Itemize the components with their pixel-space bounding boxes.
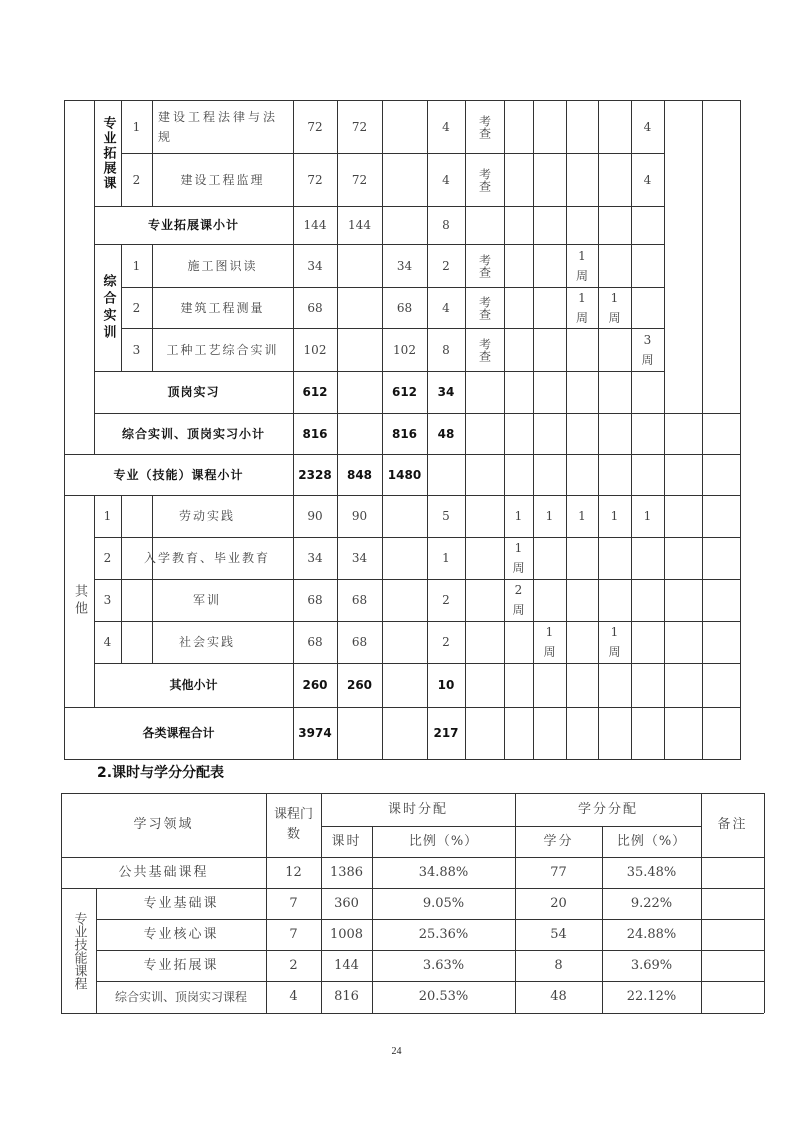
credits: 8 xyxy=(442,342,450,357)
row-number: 2 xyxy=(132,300,141,315)
theory-hours: 260 xyxy=(346,678,373,692)
section-title: 2.课时与学分分配表 xyxy=(97,765,225,781)
page-number: 24 xyxy=(391,1046,402,1057)
credits: 2 xyxy=(442,635,450,649)
row-number: 1 xyxy=(132,258,141,273)
practice-hours: 68 xyxy=(396,300,413,315)
total-hours: 260 xyxy=(302,678,328,692)
practice-hours: 34 xyxy=(396,258,413,273)
hours: 1008 xyxy=(329,926,364,942)
credits: 4 xyxy=(442,172,450,187)
group-label-qita: 其他 xyxy=(72,584,87,618)
theory-hours: 68 xyxy=(351,635,368,649)
semester-5: 4 xyxy=(643,119,652,134)
semester-1: 2 周 xyxy=(512,583,525,617)
practice-hours: 816 xyxy=(391,426,418,441)
area-label: 专业核心课 xyxy=(143,926,219,942)
row-number: 4 xyxy=(103,635,112,649)
row-number: 3 xyxy=(103,593,112,607)
credits: 4 xyxy=(442,119,450,134)
credits: 217 xyxy=(433,726,459,740)
group-label-skills: 专业技能课程 xyxy=(71,911,87,990)
credits: 2 xyxy=(442,593,450,607)
semester-2: 1 xyxy=(545,509,554,523)
area-label: 综合实训、顶岗实习课程 xyxy=(114,990,247,1004)
assessment: 考查 xyxy=(477,295,492,320)
internship-label: 顶岗实习 xyxy=(167,385,220,399)
semester-3: 1 周 xyxy=(575,290,588,325)
semester-2: 1 周 xyxy=(543,625,556,659)
semester-4: 1 xyxy=(610,509,619,523)
semester-5: 1 xyxy=(643,509,652,523)
assessment: 考查 xyxy=(477,114,492,139)
area-label: 专业拓展课 xyxy=(143,957,219,973)
theory-hours: 90 xyxy=(351,509,368,523)
course-name: 施工图识读 xyxy=(187,258,258,273)
credit: 48 xyxy=(550,989,567,1004)
hours: 144 xyxy=(334,957,359,973)
group-label-tuozhan: 专业拓展课 xyxy=(100,115,116,191)
header-credit-ratio: 比例（%） xyxy=(616,833,687,849)
total-hours: 68 xyxy=(307,300,323,315)
subtotal-label: 专业拓展课小计 xyxy=(147,218,239,232)
course-count: 2 xyxy=(289,957,298,973)
header-course-count: 课程门 数 xyxy=(273,807,313,842)
assessment: 考查 xyxy=(477,167,492,192)
credits: 48 xyxy=(437,426,455,441)
header-credit-group: 学分分配 xyxy=(577,801,638,817)
subtotal-label: 其他小计 xyxy=(169,678,218,692)
theory-hours: 144 xyxy=(348,218,371,232)
credit: 8 xyxy=(554,957,563,973)
theory-hours: 72 xyxy=(351,172,368,187)
course-name: 建筑工程测量 xyxy=(180,300,265,315)
header-note: 备注 xyxy=(717,817,748,832)
credit-ratio: 24.88% xyxy=(626,926,677,942)
credit: 77 xyxy=(550,864,567,880)
theory-hours: 848 xyxy=(346,467,373,482)
course-count: 7 xyxy=(289,926,298,942)
semester-4: 1 周 xyxy=(608,290,621,325)
credit: 54 xyxy=(550,926,567,942)
header-area: 学习领域 xyxy=(133,817,194,832)
total-hours: 144 xyxy=(303,218,327,232)
hours-ratio: 9.05% xyxy=(422,895,465,911)
theory-hours: 72 xyxy=(351,119,368,134)
credits: 34 xyxy=(437,385,455,399)
course-name: 军训 xyxy=(192,593,221,607)
semester-3: 1 周 xyxy=(575,248,588,283)
header-hours-group: 课时分配 xyxy=(387,801,448,817)
total-hours: 2328 xyxy=(298,467,332,482)
grand-total-label: 各类课程合计 xyxy=(142,726,215,740)
total-hours: 72 xyxy=(307,119,323,134)
total-hours: 102 xyxy=(303,342,327,357)
hours: 360 xyxy=(334,895,359,911)
practice-hours: 1480 xyxy=(387,467,422,482)
hours-ratio: 20.53% xyxy=(418,989,469,1004)
course-name: 社会实践 xyxy=(178,635,235,649)
course-name: 建设工程监理 xyxy=(180,172,265,187)
area-label: 专业基础课 xyxy=(143,895,219,911)
total-hours: 612 xyxy=(302,385,328,399)
total-hours: 816 xyxy=(302,426,328,441)
semester-4: 1 周 xyxy=(608,625,621,659)
semester-3: 1 xyxy=(578,509,586,523)
total-hours: 68 xyxy=(307,593,323,607)
row-number: 2 xyxy=(132,172,141,187)
total-hours: 72 xyxy=(307,172,323,187)
row-number: 3 xyxy=(132,342,141,357)
subtotal-label: 综合实训、顶岗实习小计 xyxy=(121,426,265,441)
theory-hours: 68 xyxy=(351,593,368,607)
header-hours: 课时 xyxy=(331,833,362,849)
credit-ratio: 3.69% xyxy=(630,957,673,973)
credits: 10 xyxy=(437,678,455,692)
course-name: 入学教育、毕业教育 xyxy=(143,551,270,565)
assessment: 考查 xyxy=(477,337,492,362)
row-number: 1 xyxy=(103,509,112,523)
total-hours: 34 xyxy=(307,551,323,565)
hours-ratio: 34.88% xyxy=(418,864,469,880)
practice-hours: 612 xyxy=(391,385,418,399)
row-number: 2 xyxy=(103,551,112,565)
semester-5: 3 周 xyxy=(641,332,654,367)
group-label-zonghe: 综合实训 xyxy=(100,273,116,342)
total-hours: 68 xyxy=(307,635,323,649)
credits: 1 xyxy=(442,551,450,565)
subtotal-label: 专业（技能）课程小计 xyxy=(113,467,244,482)
hours-ratio: 25.36% xyxy=(418,926,469,942)
credits: 2 xyxy=(442,258,450,273)
credit-ratio: 9.22% xyxy=(630,895,673,911)
course-name: 工种工艺综合实训 xyxy=(166,342,279,357)
theory-hours: 34 xyxy=(351,551,368,565)
hours-ratio: 3.63% xyxy=(422,957,465,973)
credit-ratio: 22.12% xyxy=(626,989,677,1004)
course-count: 12 xyxy=(285,864,302,880)
course-count: 7 xyxy=(289,895,298,911)
course-name: 建设工程法律与法规 xyxy=(158,109,279,144)
total-hours: 90 xyxy=(307,509,323,523)
row-number: 1 xyxy=(132,119,141,134)
semester-1: 1 xyxy=(514,509,523,523)
header-hours-ratio: 比例（%） xyxy=(408,833,479,849)
assessment: 考查 xyxy=(477,253,492,278)
header-credit: 学分 xyxy=(543,833,574,849)
course-count: 4 xyxy=(289,989,298,1004)
practice-hours: 102 xyxy=(393,342,416,357)
course-name: 劳动实践 xyxy=(178,509,235,523)
credits: 5 xyxy=(442,509,450,523)
semester-5: 4 xyxy=(643,172,652,187)
hours: 1386 xyxy=(329,864,364,880)
credit: 20 xyxy=(550,895,567,911)
total-hours: 34 xyxy=(307,258,323,273)
semester-1: 1 周 xyxy=(512,541,525,575)
credits: 8 xyxy=(442,218,450,232)
credit-ratio: 35.48% xyxy=(626,864,677,880)
hours: 816 xyxy=(334,989,359,1004)
credits: 4 xyxy=(442,300,450,315)
total-hours: 3974 xyxy=(298,726,332,740)
area-label: 公共基础课程 xyxy=(118,864,209,880)
